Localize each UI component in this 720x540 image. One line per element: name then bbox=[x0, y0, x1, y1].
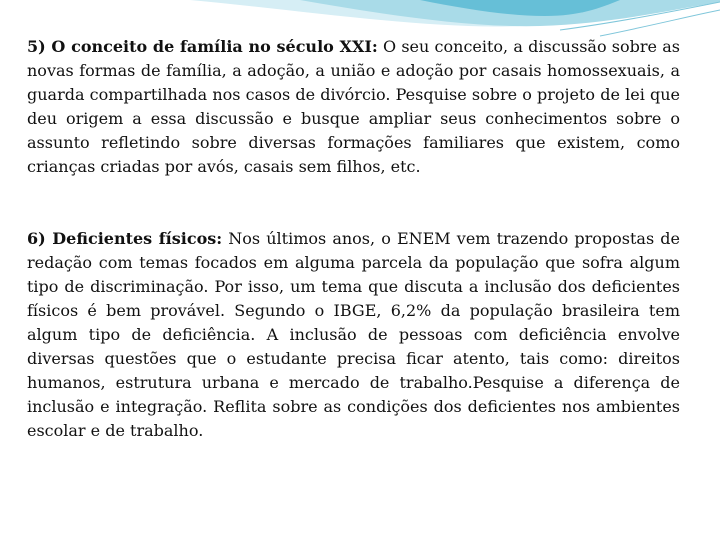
paragraph-heading: 5) O conceito de família no século XXI: bbox=[27, 37, 378, 56]
paragraph-family-concept bbox=[27, 35, 680, 179]
paragraph-body: O seu conceito, a discussão sobre as novas formas de família, a adoção, a união e adoção por casais homossexuais, a guarda compartilhada nos casos de divórcio. Pesquise sobre o projeto de lei que deu origem a essa discussão e busque ampliar seus conhecimentos sobre o assunto refletindo sobre diversas formações familiares que existem, como crianças criadas por avós, casais sem filhos, etc. bbox=[27, 37, 680, 176]
paragraph-heading: 6) Deficientes físicos: bbox=[27, 229, 223, 248]
slide-content bbox=[27, 35, 680, 443]
paragraph-body: Nos últimos anos, o ENEM vem trazendo propostas de redação com temas focados em alguma parcela da população que sofra algum tipo de discriminação. Por isso, um tema que discuta a inclusão dos deficientes físicos é bem provável. Segundo o IBGE, 6,2% da população brasileira tem algum tipo de deficiência. A inclusão de pessoas com deficiência envolve diversas questões que o estudante precisa ficar atento, tais como: direitos humanos, estrutura urbana e mercado de trabalho.Pesquise a diferença de inclusão e integração. Reflita sobre as condições dos deficientes nos ambientes escolar e de trabalho. bbox=[27, 229, 681, 440]
paragraph-physical-disabilities bbox=[27, 227, 680, 443]
